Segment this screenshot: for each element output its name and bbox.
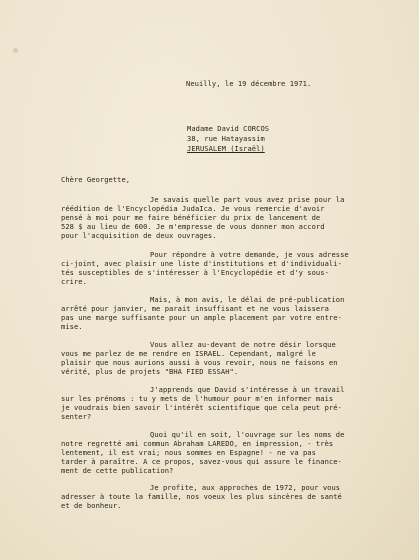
letter-line: ment de cette publication? [61, 466, 174, 475]
letter-line: notre regretté ami commun Abraham LAREDO, en impression, - très [61, 439, 334, 448]
letter-line: Pour répondre à votre demande, je vous adresse [150, 250, 349, 259]
letter-line: tés susceptibles de s'intéresser à l'Encyclopédie et d'y sous- [61, 268, 329, 277]
letter-line: sur les prénoms : tu y mets de l'humour pour m'en informer mais [61, 394, 334, 403]
letter-line: Je profite, aux approches de 1972, pour vous [150, 483, 341, 492]
letter-line: pensé à moi pour me faire bénéficier du prix de lancement de [61, 213, 321, 222]
recipient-city: JERUSALEM (Israël) [187, 144, 265, 153]
letter-line: mise. [61, 322, 83, 331]
letter-line: vous me parlez de me rendre en ISRAEL. Cependant, malgré le [61, 349, 316, 358]
letter-line: J'apprends que David s'intéresse à un travail [150, 385, 345, 394]
letter-line: senter? [61, 412, 92, 421]
letter-line: tarder à paraître. A ce propos, savez-vous qui assure le finance- [61, 457, 342, 466]
letter-line: Vous allez au-devant de notre désir lorsque [150, 340, 336, 349]
date-line: Neuilly, le 19 décembre 1971. [186, 79, 312, 88]
letter-line: et de bonheur. [61, 501, 122, 510]
letter-line: lentement, il est vrai; nous sommes en Espagne! - ne va pas [61, 448, 316, 457]
letter-line: réédition de l'Encyclopédia JudaIca. Je vous remercie d'avoir [61, 204, 325, 213]
letter-line: Mais, à mon avis, le délai de pré-publication [150, 295, 345, 304]
letter-line: crire. [61, 277, 87, 286]
salutation: Chère Georgette, [61, 175, 131, 184]
letter-line: adresser à toute la famille, nos voeux les plus sincères de santé [61, 492, 342, 501]
letter-line: plaisir que nous aurions aussi à vous revoir, nous ne faisons en [61, 358, 338, 367]
recipient-name: Madame David CORCOS [187, 124, 270, 133]
letter-line: vérité, plus de projets "BHA FIED ESSAH". [61, 367, 239, 376]
recipient-street: 38, rue Hatayassim [187, 134, 265, 143]
letter-line: pas une marge suffisante pour un ample placement par votre entre- [61, 313, 342, 322]
letter-line: je voudrais bien savoir l'intérêt scientifique que cela peut pré- [61, 403, 342, 412]
letter-line: arrêté pour janvier, me parait insuffisant et ne vous laissera [61, 304, 329, 313]
letter-line: Je savais quelle part vous avez prise pour la [150, 195, 345, 204]
letter-line: pour l'acquisition de deux ouvrages. [61, 231, 217, 240]
letter-line: Quoi qu'il en soit, l'ouvrage sur les noms de [150, 430, 345, 439]
punch-hole [13, 48, 18, 53]
letter-line: ci-joint, avec plaisir une liste d'institutions et d'individuali- [61, 259, 342, 268]
letter-line: 528 $ au lieu de 600. Je m'empresse de vous donner mon accord [61, 222, 325, 231]
